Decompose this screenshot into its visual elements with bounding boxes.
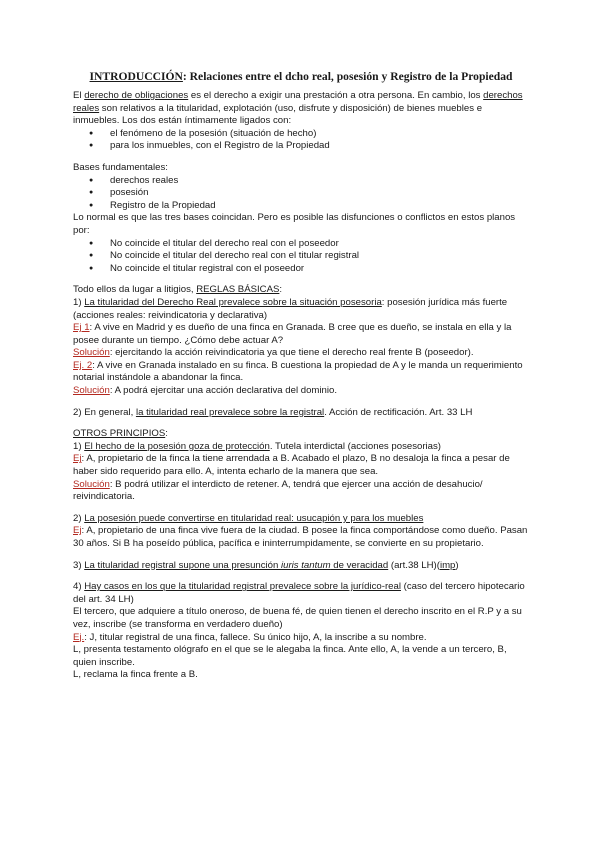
list-item: ● Registro de la Propiedad [73, 200, 529, 213]
intro-list [73, 128, 529, 153]
example-1 [73, 322, 529, 347]
rule-text: : posesión jurídica más fuerte (acciones reales: reivindicatoria y declarativa) [73, 296, 508, 321]
principle-number: 3) [73, 559, 85, 571]
principle-4-line: L, reclama la finca frente a B. [73, 669, 198, 681]
rule-2 [73, 407, 529, 420]
rule-number: 1) [73, 296, 85, 308]
rule-text: . Acción de rectificación. Art. 33 LH [324, 406, 473, 418]
imp-mark: imp [439, 559, 456, 571]
reglas-intro [73, 284, 529, 297]
list-item: ● No coincide el titular registral con el poseedor [73, 263, 529, 276]
conflicts-list [73, 238, 529, 276]
principle-2 [73, 513, 529, 526]
rule-1 [73, 297, 529, 322]
list-item: ● el fenómeno de la posesión (situación de hecho) [73, 128, 529, 141]
principle-4 [73, 581, 529, 606]
example-label: Ej. [73, 631, 85, 643]
example-text: : A, propietario de una finca vive fuera de la ciudad. B posee la finca comportándose como dueño. Pasan 30 años. Si B ha poseído pública, pacífica e ininterrumpidamente, se convierte en su propietario. [73, 525, 528, 549]
heading-colon: : [165, 428, 168, 440]
iuris-tantum-term: iuris tantum [281, 559, 331, 571]
solution-text: : A podrá ejercitar una acción declarativa del dominio. [109, 385, 337, 397]
intro-paragraph [73, 90, 529, 128]
principle-statement: La posesión puede convertirse en titularidad real: usucapión y para los muebles [84, 512, 424, 524]
principle-statement: El hecho de la posesión goza de protección [84, 440, 270, 452]
title-rest: : Relaciones entre el dcho real, posesión y Registro de la Propiedad [182, 70, 513, 83]
reglas-text: : [279, 284, 283, 296]
solution-2 [73, 385, 529, 398]
principle-1 [73, 441, 529, 454]
principle-3 [73, 560, 529, 573]
intro-text: El [73, 90, 85, 101]
otros-heading [73, 428, 529, 441]
solution-label: Solución [73, 385, 110, 397]
bases-heading: Bases fundamentales: [73, 161, 168, 173]
rule-statement: la titularidad real prevalece sobre la registral [135, 406, 325, 418]
list-item: ● derechos reales [73, 175, 529, 188]
example-text: : J, titular registral de una finca, fallece. Su único hijo, A, la inscribe a su nombre. [84, 631, 427, 643]
solution-text: : ejercitando la acción reivindicatoria ya que tiene el derecho real frente B (poseedor). [109, 347, 474, 359]
principle-text: . Tutela interdictal (acciones posesorias) [269, 440, 441, 452]
bases-list [73, 175, 529, 213]
principle-statement: Hay casos en los que la titularidad registral prevalece sobre la jurídico-real [84, 581, 401, 593]
term-obligaciones: derecho de obligaciones [84, 90, 189, 101]
principle-number: 2) [73, 512, 85, 524]
principle-1-solution [73, 479, 529, 504]
principle-4-line: L, presenta testamento ológrafo en el que se le alegaba la finca. Ante ello, A, la vende a un tercero, B, quien inscribe. [73, 644, 507, 668]
principle-1-example [73, 453, 529, 478]
principle-text: ) [455, 559, 459, 571]
example-2 [73, 360, 529, 385]
example-text: : A vive en Granada instalado en su finca. B cuestiona la propiedad de A y le manda un requerimiento notarial instándole a abandonar la finca. [73, 359, 523, 384]
list-item: ● posesión [73, 187, 529, 200]
principle-statement: La titularidad registral supone una presunción [84, 559, 282, 571]
solution-label: Solución [73, 347, 110, 359]
page-title [73, 70, 529, 84]
example-label: Ej [73, 453, 82, 465]
principle-text: (art.38 LH)( [388, 559, 440, 571]
principle-4-explanation: El tercero, que adquiere a título oneroso, de buena fé, de quien tienen el derecho inscrito en el R.P y a su vez, inscribe (se transforma en verdadero dueño) [73, 606, 522, 630]
reglas-text: Todo ellos da lugar a litigios, [73, 284, 197, 296]
example-label: Ej [73, 525, 82, 537]
principle-text: (caso del tercero hipotecario del art. 34 LH) [73, 581, 525, 605]
intro-text: son relativos a la titularidad, explotación (uso, disfrute y disposición) de bienes muebles e inmuebles. Los dos están íntimamente ligados con: [73, 102, 483, 127]
document-body [73, 70, 529, 682]
list-item: ● No coincide el titular del derecho real con el titular registral [73, 250, 529, 263]
rule-statement: La titularidad del Derecho Real prevalece sobre la situación posesoria [84, 296, 382, 308]
example-label: Ej. 2 [73, 359, 93, 371]
example-label: Ej 1 [73, 322, 90, 334]
reglas-basicas-label: REGLAS BÁSICAS [196, 284, 280, 296]
term-derechos-reales: derechos reales [73, 90, 523, 114]
otros-principios-label: OTROS PRINCIPIOS [73, 428, 166, 440]
intro-text: es el derecho a exigir una prestación a otra persona. En cambio, los [188, 90, 484, 101]
solution-text: : B podrá utilizar el interdicto de retener. A, tendrá que ejercer una acción de desahucio/ reivindicatoria. [73, 478, 483, 503]
rule-text: 2) En general, [73, 406, 136, 418]
principle-number: 1) [73, 440, 85, 452]
bases-paragraph: Lo normal es que las tres bases coincidan. Pero es posible las disfunciones o conflictos en estos planos por: [73, 212, 516, 236]
example-text: : A, propietario de la finca la tiene arrendada a B. Acabado el plazo, B no desaloja la finca a pesar de haber sido requerido para ello. A, intenta echarlo de la manera que sea. [73, 453, 510, 478]
principle-2-example [73, 525, 529, 550]
principle-number: 4) [73, 581, 85, 593]
solution-1 [73, 347, 529, 360]
list-item: ● No coincide el titular del derecho real con el poseedor [73, 238, 529, 251]
solution-label: Solución [73, 478, 110, 490]
title-prefix: INTRODUCCIÓN [89, 70, 183, 83]
principle-4-example [73, 632, 529, 645]
example-text: : A vive en Madrid y es dueño de una finca en Granada. B cree que es dueño, se instala en ella y la posee durante un tiempo. ¿Cómo debe actuar A? [73, 322, 512, 346]
principle-statement: de veracidad [330, 559, 389, 571]
list-item: ● para los inmuebles, con el Registro de la Propiedad [73, 140, 529, 153]
